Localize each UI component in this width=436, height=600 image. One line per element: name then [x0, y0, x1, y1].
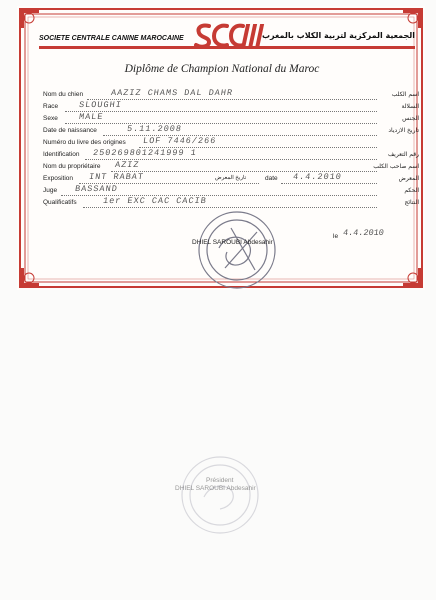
label-dog-name: Nom du chien — [43, 91, 84, 98]
value-birth-date: 5.11.2008 — [126, 124, 183, 134]
label-owner-ar: اسم صاحب الكلب — [373, 163, 419, 170]
label-exhibition-date-ar: تاريخ المعرض — [215, 175, 247, 181]
value-sex: MALE — [78, 112, 105, 122]
association-name-ar: الجمعية المركزية لتربية الكلاب بالمغرب — [261, 31, 415, 40]
value-exhibition: INT RABAT — [88, 172, 145, 182]
label-sex: Sexe — [43, 115, 58, 122]
value-place-date: 4.4.2010 — [342, 228, 385, 238]
diploma-title: Diplôme de Champion National du Maroc — [124, 63, 320, 75]
label-sex-ar: الجنس — [402, 115, 419, 122]
label-breed: Race — [43, 103, 59, 110]
signer-name: DHIEL SAROUBI Abdesahir — [192, 239, 273, 246]
row-sex — [43, 112, 419, 125]
label-owner: Nom du propriétaire — [43, 163, 101, 170]
label-identification-ar: رقم التعريف — [387, 151, 419, 158]
value-breed: SLOUGHI — [78, 100, 123, 110]
value-owner: AZIZ — [114, 160, 141, 170]
label-dog-name-ar: اسم الكلب — [391, 91, 419, 98]
label-exhibition-date: date — [265, 175, 278, 182]
header-rule — [39, 46, 415, 49]
label-breed-ar: السلالة — [401, 103, 419, 110]
value-dog-name: AAZIZ CHAMS DAL DAHR — [110, 88, 234, 98]
label-birth-date-ar: تاريخ الازدياد — [388, 127, 419, 134]
label-birth-date: Date de naissance — [43, 127, 97, 134]
row-identification — [43, 148, 419, 161]
official-stamp-seal — [195, 208, 279, 292]
label-exhibition-ar: المعرض — [398, 175, 419, 182]
association-name-fr: SOCIETE CENTRALE CANINE MAROCAINE — [39, 35, 184, 42]
label-exhibition: Exposition — [43, 175, 73, 182]
show-through-signer: DHIEL SAROUBI Abdesahir — [175, 485, 256, 492]
label-judge: Juge — [43, 187, 58, 194]
show-through-president: Président — [206, 477, 234, 484]
label-identification: Identification — [43, 151, 80, 158]
value-origins-number: LOF 7446/266 — [142, 136, 217, 146]
label-qualifications: Qualificatifs — [43, 199, 77, 206]
row-birth-date — [43, 124, 419, 137]
label-origins-number: Numéro du livre des origines — [43, 139, 126, 146]
value-qualifications: 1er EXC CAC CACIB — [102, 196, 208, 206]
label-place-date: le — [333, 233, 339, 240]
certificate — [17, 6, 425, 290]
value-identification: 250269801241999 1 — [92, 148, 198, 158]
label-judge-ar: الحكم — [404, 187, 419, 194]
value-exhibition-date: 4.4.2010 — [292, 172, 343, 182]
show-through-stamp — [178, 453, 262, 537]
row-judge — [43, 184, 419, 197]
value-judge: BASSAND — [74, 184, 119, 194]
label-qualifications-ar: النتائج — [404, 199, 419, 206]
